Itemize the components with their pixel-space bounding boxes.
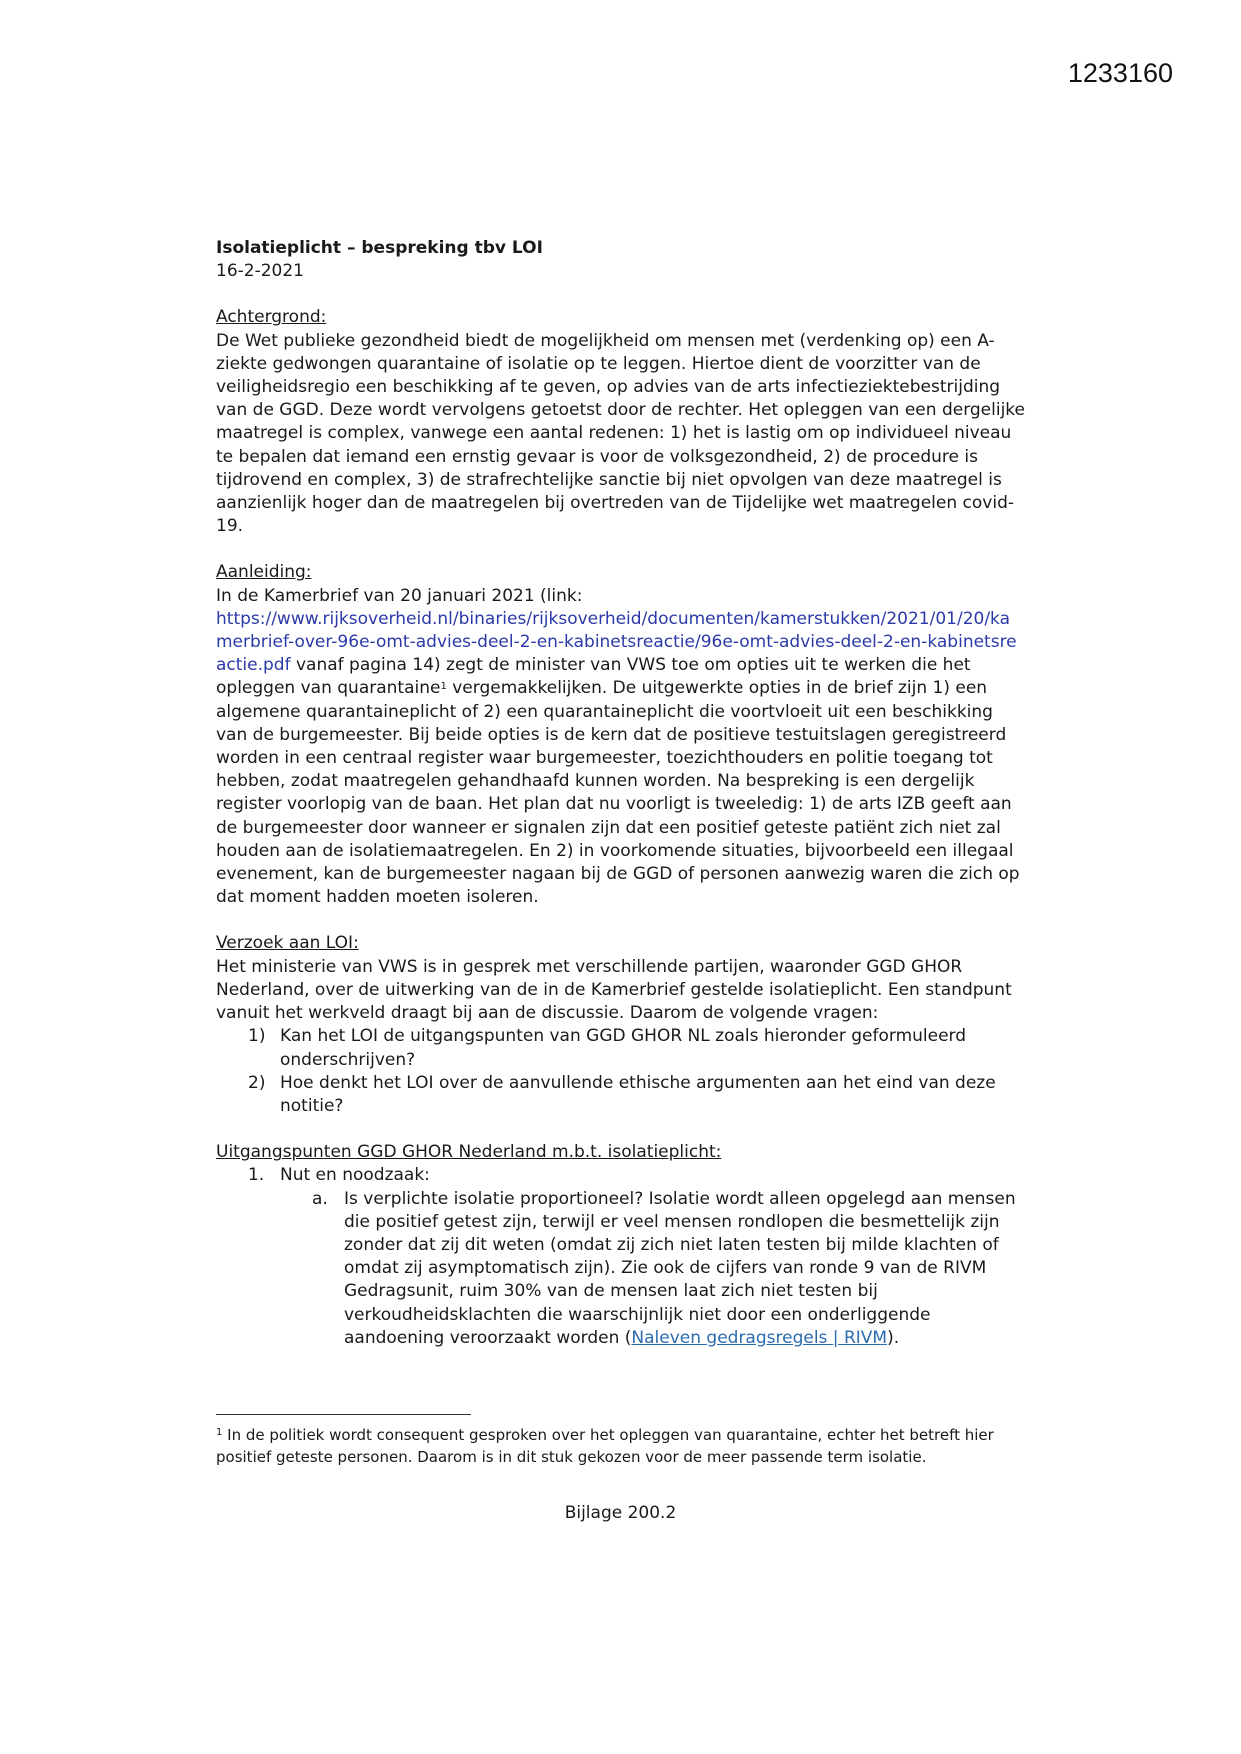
- request-text: Het ministerie van VWS is in gesprek met verschillende partijen, waaronder GGD GHOR Nederland, over de uitwerking van de in de Kamerbrief gestelde isolatieplicht. Een standpunt vanuit het werkveld draagt bij aan de discussie. Daarom de volgende vragen:: [216, 956, 1012, 1024]
- principles-heading: Uitgangspunten GGD GHOR Nederland m.b.t. isolatieplicht:: [216, 1142, 722, 1163]
- subitem-text: Is verplichte isolatie proportioneel? Isolatie wordt alleen opgelegd aan mensen die positief getest zijn, terwijl er veel mensen rondlopen die besmettelijk zijn zonder dat zij dit weten (omdat zij zich niet laten testen bij milde klachten of omdat zij asymptomatisch zijn). Zie ook de cijfers van ronde 9 van de RIVM Gedragsunit, ruim 30% van de mensen laat zich niet testen bij verkoudheidsklachten die waarschijnlijk niet door een onderliggende aandoening veroorzaakt worden (: [344, 1188, 1016, 1348]
- occasion-text-1: In de Kamerbrief van 20 januari 2021 (link:: [216, 585, 583, 606]
- document-number: 1233160: [1067, 58, 1173, 88]
- footnote-number: 1: [216, 1427, 223, 1438]
- document-title: Isolatieplicht – bespreking tbv LOI: [216, 238, 543, 258]
- occasion-paragraph: [216, 585, 1026, 910]
- principle-subitem: [216, 1188, 1026, 1350]
- principle-label: Nut en noodzaak:: [280, 1165, 430, 1186]
- list-marker: a.: [312, 1188, 328, 1209]
- list-item: [216, 1072, 1026, 1118]
- footnote-divider: [216, 1414, 471, 1415]
- subitem-end: ).: [887, 1327, 900, 1348]
- footnote-ref[interactable]: 1: [440, 681, 447, 693]
- background-heading: Achtergrond:: [216, 307, 327, 328]
- document-body: [216, 237, 1026, 1350]
- occasion-heading: Aanleiding:: [216, 562, 312, 583]
- request-heading: Verzoek aan LOI:: [216, 933, 359, 954]
- page-footer: Bijlage 200.2: [564, 1503, 677, 1523]
- list-marker: 2): [248, 1072, 266, 1093]
- document-date: 16-2-2021: [216, 261, 304, 282]
- footnote-text: In de politiek wordt consequent gesproken over het opleggen van quarantaine, echter het betreft hier positief geteste personen. Daarom is in dit stuk gekozen voor de meer passende term isolatie.: [216, 1426, 994, 1466]
- footnote: [216, 1424, 1036, 1468]
- occasion-text-2: vanaf pagina 14) zegt de minister van VWS toe om opties uit te werken die het opleggen van quarantaine: [216, 655, 971, 699]
- question-text: Hoe denkt het LOI over de aanvullende ethische argumenten aan het eind van deze notitie?: [280, 1072, 996, 1116]
- rivm-link[interactable]: Naleven gedragsregels | RIVM: [631, 1327, 888, 1348]
- list-marker: 1): [248, 1026, 266, 1047]
- question-list: [216, 1025, 1026, 1118]
- list-item: [216, 1025, 1026, 1071]
- occasion-text-3: vergemakkelijken. De uitgewerkte opties in de brief zijn 1) een algemene quarantaineplicht of 2) een quarantaineplicht die voortvloeit uit een beschikking van de burgemeester. Bij beide opties is de kern dat de positieve testuitslagen geregistreerd worden in een centraal register waar burgemeester, toezichthouders en politie toegang tot hebben, zodat maatregelen gehandhaafd kunnen worden. Na bespreking is een dergelijk register voorlopig van de baan. Het plan dat nu voorligt is tweeledig: 1) de arts IZB geeft aan de burgemeester door wanneer er signalen zijn dat een positief geteste patiënt zich niet zal houden aan de isolatiemaatregelen. En 2) in voorkomende situaties, bijvoorbeeld een illegaal evenement, kan de burgemeester nagaan bij de GGD of personen aanwezig waren die zich op dat moment hadden moeten isoleren.: [216, 678, 1020, 908]
- background-text: De Wet publieke gezondheid biedt de mogelijkheid om mensen met (verdenking op) een A-ziekte gedwongen quarantaine of isolatie op te leggen. Hiertoe dient de voorzitter van de veiligheidsregio een beschikking af te geven, op advies van de arts infectieziektebestrijding van de GGD. Deze wordt vervolgens getoetst door de rechter. Het opleggen van een dergelijke maatregel is complex, vanwege een aantal redenen: 1) het is lastig om op individueel niveau te bepalen dat iemand een ernstig gevaar is voor de volksgezondheid, 2) de procedure is tijdrovend en complex, 3) de strafrechtelijke sanctie bij niet opvolgen van deze maatregel is aanzienlijk hoger dan de maatregelen bij overtreden van de Tijdelijke wet maatregelen covid-19.: [216, 330, 1026, 537]
- kamerbrief-link[interactable]: https://www.rijksoverheid.nl/binaries/rijksoverheid/documenten/kamerstukken/2021/01/20/kamerbrief-over-96e-omt-advies-deel-2-en-kabinetsreactie/96e-omt-advies-deel-2-en-kabinetsreactie.pdf: [216, 608, 1017, 676]
- question-text: Kan het LOI de uitgangspunten van GGD GHOR NL zoals hieronder geformuleerd onderschrijven?: [280, 1026, 967, 1070]
- principle-item: [216, 1164, 1026, 1187]
- list-marker: 1.: [248, 1165, 265, 1186]
